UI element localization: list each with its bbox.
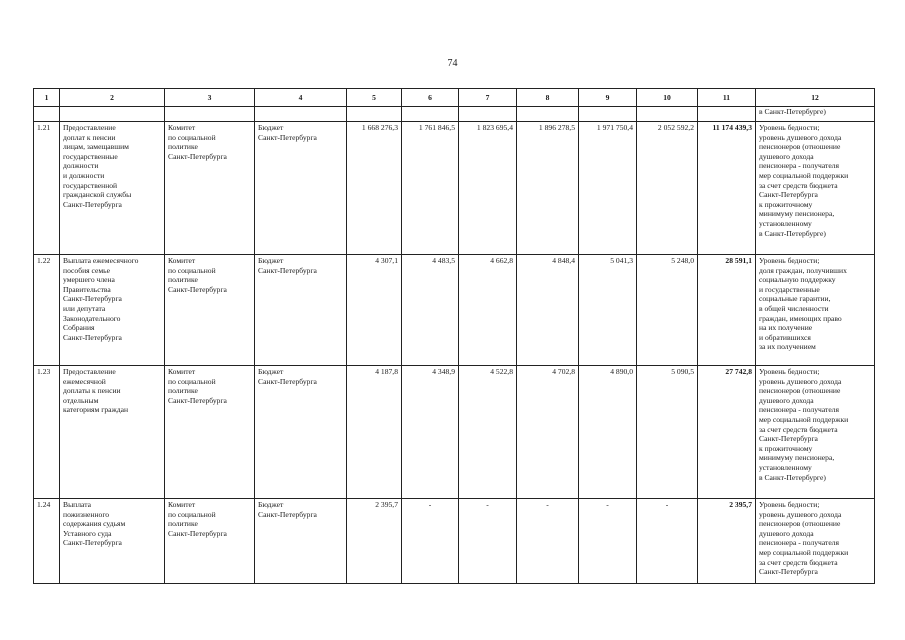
value-col-5: 2 395,7 [347, 499, 402, 584]
value-col-9: 1 971 750,4 [579, 122, 637, 255]
value-col-9: 4 890,0 [579, 366, 637, 499]
value-col-6: - [402, 499, 459, 584]
value-col-8: 4 702,8 [517, 366, 579, 499]
total-value: 28 591,1 [698, 255, 756, 366]
table-row [34, 122, 875, 255]
value-col-7: 1 823 695,4 [459, 122, 517, 255]
value-col-8: 1 896 278,5 [517, 122, 579, 255]
row-number: 1.22 [34, 255, 60, 366]
funding-source: Бюджет Санкт-Петербурга [255, 255, 347, 366]
table-row [34, 499, 875, 584]
header-cell-6: 6 [402, 89, 459, 107]
funding-source: Бюджет Санкт-Петербурга [255, 499, 347, 584]
row-number: 1.21 [34, 122, 60, 255]
value-col-9: - [579, 499, 637, 584]
value-col-6: 4 348,9 [402, 366, 459, 499]
value-col-5: 4 187,8 [347, 366, 402, 499]
indicator-text: Уровень бедности; доля граждан, получивших социальную поддержку и государственные социальные гарантии, в общей численности граждан, имеющих право на их получение и обратившихся за их получением [756, 255, 875, 366]
value-col-7: - [459, 499, 517, 584]
header-cell-1: 1 [34, 89, 60, 107]
header-cell-7: 7 [459, 89, 517, 107]
total-value: 27 742,8 [698, 366, 756, 499]
executor: Комитет по социальной политике Санкт-Петербурга [165, 366, 255, 499]
indicator-text: Уровень бедности; уровень душевого дохода пенсионеров (отношение душевого дохода пенсионера - получателя мер социальной поддержки за счет средств бюджета Санкт-Петербурга [756, 499, 875, 584]
value-col-10: 5 248,0 [637, 255, 698, 366]
measure-name: Предоставление доплат к пенсии лицам, замещавшим государственные должности и должности государственной гражданской службы Санкт-Петербурга [60, 122, 165, 255]
continuation-row [34, 107, 875, 122]
row-number: 1.24 [34, 499, 60, 584]
measure-name: Предоставление ежемесячной доплаты к пенсии отдельным категориям граждан [60, 366, 165, 499]
total-value: 2 395,7 [698, 499, 756, 584]
value-col-7: 4 662,8 [459, 255, 517, 366]
header-cell-12: 12 [756, 89, 875, 107]
row-number: 1.23 [34, 366, 60, 499]
value-col-6: 1 761 846,5 [402, 122, 459, 255]
executor: Комитет по социальной политике Санкт-Петербурга [165, 499, 255, 584]
header-cell-3: 3 [165, 89, 255, 107]
value-col-9: 5 041,3 [579, 255, 637, 366]
header-cell-4: 4 [255, 89, 347, 107]
total-value: 11 174 439,3 [698, 122, 756, 255]
table-row [34, 255, 875, 366]
program-table [33, 88, 875, 584]
header-cell-8: 8 [517, 89, 579, 107]
header-cell-5: 5 [347, 89, 402, 107]
page-number: 74 [447, 58, 458, 69]
value-col-6: 4 483,5 [402, 255, 459, 366]
executor: Комитет по социальной политике Санкт-Петербурга [165, 122, 255, 255]
header-cell-11: 11 [698, 89, 756, 107]
value-col-7: 4 522,8 [459, 366, 517, 499]
value-col-10: - [637, 499, 698, 584]
executor: Комитет по социальной политике Санкт-Петербурга [165, 255, 255, 366]
value-col-10: 2 052 592,2 [637, 122, 698, 255]
funding-source: Бюджет Санкт-Петербурга [255, 366, 347, 499]
measure-name: Выплата пожизненного содержания судьям Уставного суда Санкт-Петербурга [60, 499, 165, 584]
value-col-10: 5 090,5 [637, 366, 698, 499]
header-cell-9: 9 [579, 89, 637, 107]
measure-name: Выплата ежемесячного пособия семье умершего члена Правительства Санкт-Петербурга или депутата Законодательного Собрания Санкт-Петербурга [60, 255, 165, 366]
header-cell-2: 2 [60, 89, 165, 107]
header-row [34, 89, 875, 107]
header-cell-10: 10 [637, 89, 698, 107]
value-col-8: 4 848,4 [517, 255, 579, 366]
value-col-5: 4 307,1 [347, 255, 402, 366]
value-col-8: - [517, 499, 579, 584]
table-row [34, 366, 875, 499]
indicator-text: Уровень бедности; уровень душевого дохода пенсионеров (отношение душевого дохода пенсионера - получателя мер социальной поддержки за счет средств бюджета Санкт-Петербурга к прожиточному минимуму пенсионера, установленному в Санкт-Петербурге) [756, 366, 875, 499]
funding-source: Бюджет Санкт-Петербурга [255, 122, 347, 255]
continuation-text: в Санкт-Петербурге) [756, 107, 875, 122]
value-col-5: 1 668 276,3 [347, 122, 402, 255]
indicator-text: Уровень бедности; уровень душевого дохода пенсионеров (отношение душевого дохода пенсионера - получателя мер социальной поддержки за счет средств бюджета Санкт-Петербурга к прожиточному минимуму пенсионера, установленному в Санкт-Петербурге) [756, 122, 875, 255]
